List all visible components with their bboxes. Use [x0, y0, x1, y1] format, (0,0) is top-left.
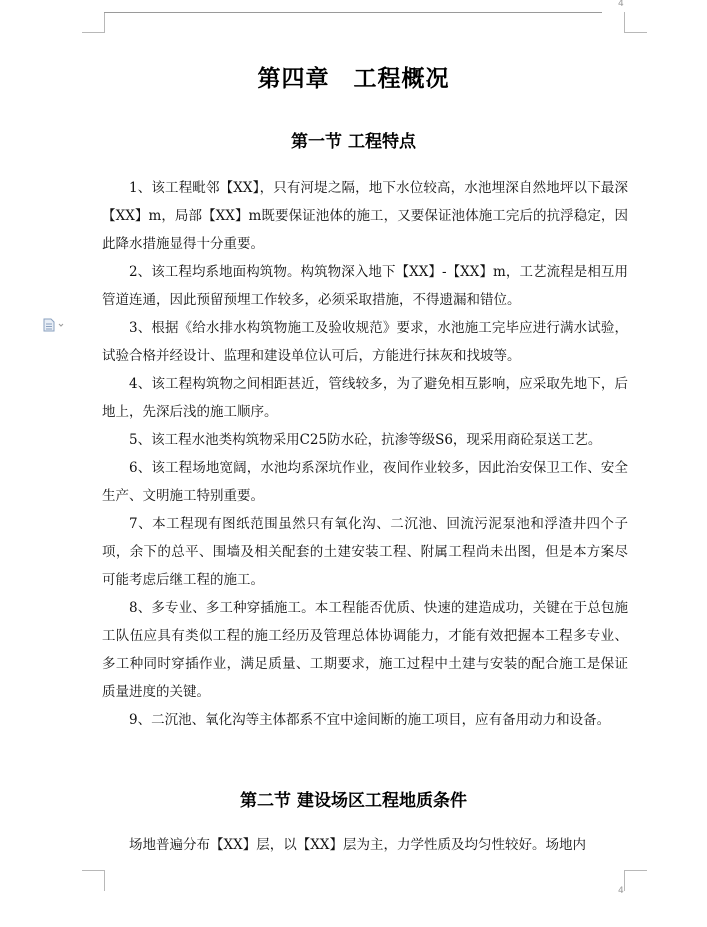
paragraph: 2、该工程均系地面构筑物。构筑物深入地下【XX】-【XX】m，工艺流程是相互用管道连通，因此预留预埋工作较多，必须采取措施，不得遗漏和错位。	[102, 264, 628, 308]
margin-corner-top-left	[82, 12, 105, 33]
document-icon[interactable]	[43, 318, 65, 332]
paragraph: 6、该工程场地宽阔，水池均系深坑作业，夜间作业较多，因此治安保卫工作、安全生产、文明施工特别重要。	[102, 460, 628, 504]
margin-corner-bottom-right	[624, 870, 647, 891]
paragraph: 4、该工程构筑物之间相距甚近，管线较多，为了避免相互影响，应采取先地下，后地上，先深后浅的施工顺序。	[102, 376, 628, 420]
section-title: 第二节 建设场区工程地质条件	[240, 791, 467, 811]
page-number-bottom: 4	[618, 886, 624, 896]
paragraph: 5、该工程水池类构筑物采用C25防水砼，抗渗等级S6，现采用商砼泵送工艺。	[129, 432, 602, 448]
header-rule	[104, 12, 602, 13]
paragraph: 场地普遍分布【XX】层，以【XX】层为主，力学性质及均匀性较好。场地内	[129, 837, 586, 853]
page-number-top: 4	[618, 0, 624, 9]
chapter-title: 第四章 工程概况	[257, 66, 450, 92]
margin-corner-top-right	[624, 12, 647, 33]
section-body	[102, 831, 628, 859]
section-body	[102, 174, 628, 734]
paragraph: 9、二沉池、氧化沟等主体都系不宜中途间断的施工项目，应有备用动力和设备。	[129, 712, 611, 728]
paragraph: 3、根据《给水排水构筑物施工及验收规范》要求，水池施工完毕应进行满水试验，试验合格并经设计、监理和建设单位认可后，方能进行抹灰和找坡等。	[102, 320, 628, 364]
paragraph: 7、本工程现有图纸范围虽然只有氧化沟、二沉池、回流污泥泵池和浮渣井四个子项，余下的总平、围墙及相关配套的土建安装工程、附属工程尚未出图，但是本方案尽可能考虑后继工程的施工。	[102, 516, 628, 588]
margin-corner-bottom-left	[82, 870, 105, 891]
paragraph: 1、该工程毗邻【XX】，只有河堤之隔，地下水位较高，水池埋深自然地坪以下最深【XX】m，局部【XX】m既要保证池体的施工，又要保证池体施工完后的抗浮稳定，因此降水措施显得十分重要。	[102, 180, 628, 252]
section-title: 第一节 工程特点	[291, 132, 416, 152]
paragraph: 8、多专业、多工种穿插施工。本工程能否优质、快速的建造成功，关键在于总包施工队伍应具有类似工程的施工经历及管理总体协调能力，才能有效把握本工程多专业、多工种同时穿插作业，满足质量、工期要求，施工过程中土建与安装的配合施工是保证质量进度的关键。	[102, 600, 628, 700]
